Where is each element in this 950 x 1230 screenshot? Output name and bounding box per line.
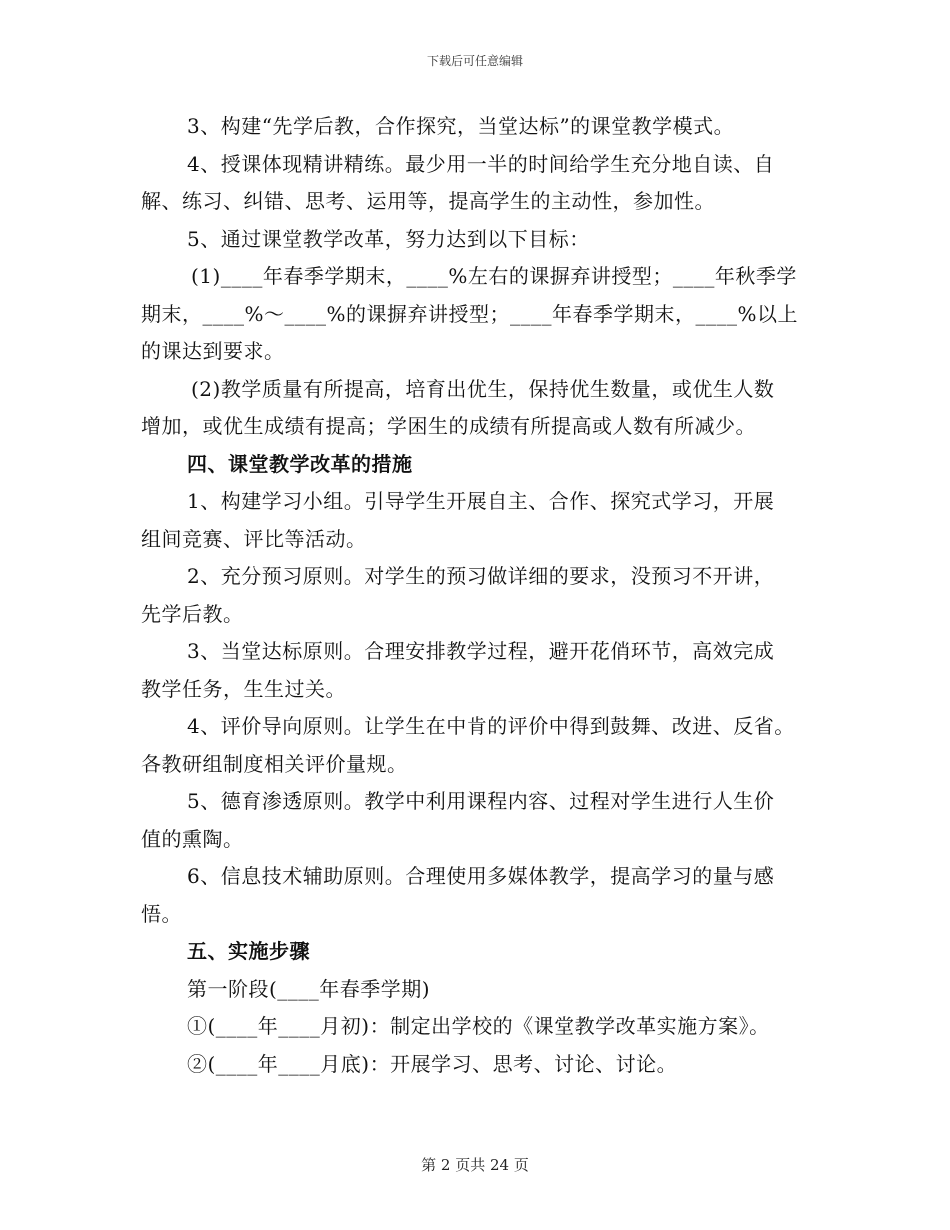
paragraph-line: 的课达到要求。 bbox=[141, 339, 285, 363]
paragraph-line: ②(____年____月底)：开展学习、思考、讨论、讨论。 bbox=[187, 1051, 678, 1076]
paragraph-line: ①(____年____月初)：制定出学校的《课堂教学改革实施方案》。 bbox=[187, 1014, 770, 1038]
paragraph-line: 值的熏陶。 bbox=[141, 826, 244, 851]
section-heading: 四、课堂教学改革的措施 bbox=[187, 451, 413, 476]
paragraph-line: 悟。 bbox=[141, 901, 182, 926]
paragraph-line: 期末，____%～____%的课摒弃讲授型；____年春季学期末，____%以上 bbox=[141, 301, 799, 326]
paragraph-line: 第一阶段(____年春季学期) bbox=[187, 976, 431, 1001]
page-header: 下载后可任意编辑 bbox=[426, 54, 523, 68]
paragraph-line: 4、授课体现精讲精练。最少用一半的时间给学生充分地自读、自 bbox=[187, 151, 775, 176]
paragraph-line: 2、充分预习原则。对学生的预习做详细的要求，没预习不开讲， bbox=[187, 564, 775, 588]
document-body bbox=[141, 108, 821, 1083]
paragraph-line: 5、德育渗透原则。教学中利用课程内容、过程对学生进行人生价 bbox=[187, 789, 775, 813]
paragraph-line: 1、构建学习小组。引导学生开展自主、合作、探究式学习，开展 bbox=[187, 489, 775, 513]
paragraph-line: 先学后教。 bbox=[141, 601, 244, 626]
paragraph-line: (2)教学质量有所提高，培育出优生，保持优生数量，或优生人数 bbox=[191, 376, 775, 401]
paragraph-line: 5、通过课堂教学改革，努力达到以下目标： bbox=[187, 226, 590, 251]
section-heading: 五、实施步骤 bbox=[187, 939, 310, 963]
paragraph-line: 教学任务，生生过关。 bbox=[141, 676, 346, 701]
paragraph-line: 增加，或优生成绩有提高；学困生的成绩有所提高或人数有所减少。 bbox=[141, 414, 756, 438]
paragraph-line: 3、当堂达标原则。合理安排教学过程，避开花俏环节，高效完成 bbox=[187, 639, 775, 663]
paragraph-line: 6、信息技术辅助原则。合理使用多媒体教学，提高学习的量与感 bbox=[187, 864, 775, 888]
paragraph-line: 4、评价导向原则。让学生在中肯的评价中得到鼓舞、改进、反省。 bbox=[187, 714, 795, 738]
page-footer: 第 2 页共 24 页 bbox=[421, 1156, 529, 1174]
paragraph-line: 组间竞赛、评比等活动。 bbox=[141, 526, 367, 551]
paragraph-line: 各教研组制度相关评价量规。 bbox=[141, 751, 408, 776]
paragraph-line: (1)____年春季学期末，____%左右的课摒弃讲授型；____年秋季学 bbox=[191, 264, 797, 288]
paragraph-line: 解、练习、纠错、思考、运用等，提高学生的主动性，参加性。 bbox=[141, 189, 715, 213]
paragraph-line: 3、构建“先学后教，合作探究，当堂达标”的课堂教学模式。 bbox=[187, 114, 735, 138]
